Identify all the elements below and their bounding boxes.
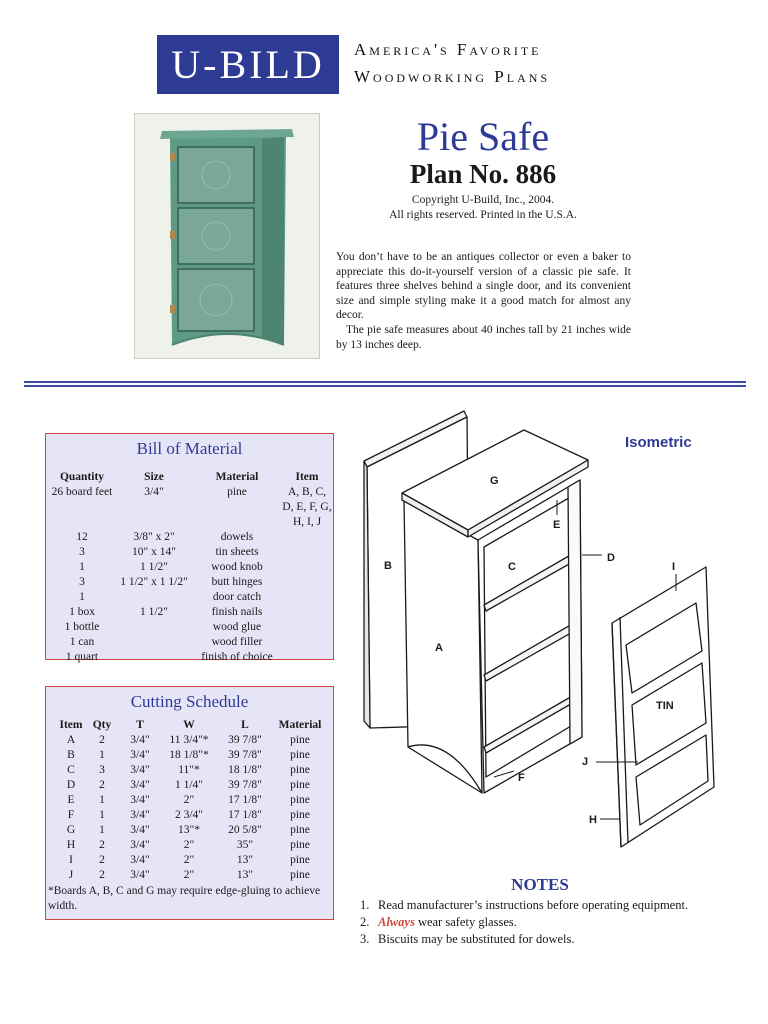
bill-of-material-title: Bill of Material <box>136 439 243 458</box>
table-cell: 3 <box>79 576 85 588</box>
isometric-title: Isometric <box>625 434 692 451</box>
table-row <box>49 530 333 545</box>
table-cell: pine <box>290 779 310 791</box>
table-cell <box>281 590 333 605</box>
bill-of-material-table <box>49 470 333 665</box>
table-header-row <box>56 718 326 733</box>
table-cell: pine <box>290 854 310 866</box>
logo-text: U-BILD <box>171 42 325 87</box>
copyright-line1: Copyright U-Build, Inc., 2004. <box>411 194 555 206</box>
table-row <box>49 560 333 575</box>
table-row <box>56 793 326 808</box>
column-header: Material <box>278 719 322 731</box>
table-cell: 3/4" <box>144 486 164 498</box>
bill-of-material-panel <box>45 433 334 663</box>
table-cell: H <box>66 839 76 851</box>
table-cell: I <box>69 854 73 866</box>
table-cell: 3/4" <box>130 794 150 806</box>
table-cell: 3/4" <box>130 779 150 791</box>
table-cell <box>281 560 333 575</box>
note-text: Read manufacturer’s instructions before operating equipment. <box>378 898 689 912</box>
table-cell: 11 3/4"* <box>169 734 209 746</box>
table-cell <box>115 590 193 605</box>
table-cell: pine <box>290 869 310 881</box>
table-cell: J <box>68 869 74 881</box>
table-cell <box>281 530 333 545</box>
table-cell: 13"* <box>178 824 200 836</box>
column-header: Quantity <box>59 471 105 483</box>
table-cell: 1 1/2" x 1 1/2" <box>120 576 188 588</box>
table-cell: 1 <box>99 749 105 761</box>
table-cell: 1 can <box>69 636 95 648</box>
table-cell: 13" <box>236 854 254 866</box>
table-cell: dowels <box>220 531 254 543</box>
table-cell: pine <box>290 749 310 761</box>
table-cell: 2 <box>99 854 105 866</box>
part-label-tin: TIN <box>656 700 674 712</box>
table-cell: butt hinges <box>211 576 263 588</box>
table-cell: 2 <box>99 734 105 746</box>
part-label-e: E <box>553 519 561 531</box>
table-cell: 17 1/8" <box>228 794 262 806</box>
table-row <box>56 733 326 748</box>
table-row <box>56 778 326 793</box>
table-cell: finish nails <box>211 606 263 618</box>
table-cell: A, B, C, D, E, F, G, H, I, J <box>282 486 332 528</box>
list-item <box>360 931 740 948</box>
table-cell: 3/4" <box>130 809 150 821</box>
table-cell: wood glue <box>212 621 262 633</box>
part-label-j: J <box>582 756 589 768</box>
table-cell: 39 7/8" <box>228 749 262 761</box>
part-label-g: G <box>490 475 499 487</box>
table-cell <box>281 605 333 620</box>
table-cell <box>281 545 333 560</box>
table-row <box>56 838 326 853</box>
table-cell: pine <box>290 794 310 806</box>
intro-paragraph-1: You don’t have to be an antiques collector or even a baker to appreciate this do-it-yourself version of a classic pie safe. It features three shelves behind a single door, and its convenient size and simple styling make it a good match for almost any decor. <box>336 251 631 322</box>
table-cell: 2" <box>183 869 195 881</box>
table-cell: 3/4" <box>130 764 150 776</box>
cutting-schedule-panel <box>45 686 334 920</box>
table-cell: 12 <box>76 531 88 543</box>
table-cell <box>281 635 333 650</box>
table-row <box>56 823 326 838</box>
table-cell: A <box>66 734 76 746</box>
column-header: Size <box>144 471 164 483</box>
column-header: Item <box>59 719 83 731</box>
table-cell: 3/4" <box>130 749 150 761</box>
part-label-i: I <box>672 561 676 573</box>
table-cell: tin sheets <box>215 546 259 558</box>
table-cell: 3/4" <box>130 824 150 836</box>
table-cell: pine <box>290 839 310 851</box>
table-cell: 10" x 14" <box>132 546 176 558</box>
note-number: 1. <box>360 898 370 912</box>
table-cell: 2" <box>183 839 195 851</box>
table-row <box>49 635 333 650</box>
note-number: 3. <box>360 932 370 946</box>
table-cell: 2 3/4" <box>174 809 203 821</box>
table-cell: wood knob <box>211 561 263 573</box>
table-cell: 18 1/8"* <box>169 749 209 761</box>
table-cell: 1 1/2" <box>139 606 168 618</box>
table-cell: 39 7/8" <box>228 779 262 791</box>
note-text: wear safety glasses. <box>414 915 517 929</box>
table-cell: pine <box>290 734 310 746</box>
table-cell <box>281 620 333 635</box>
table-cell: finish of choice <box>201 651 273 663</box>
table-cell: pine <box>227 486 247 498</box>
divider-rule <box>24 385 746 387</box>
part-label-b: B <box>384 560 392 572</box>
page-title: Pie Safe <box>416 114 550 159</box>
part-label-c: C <box>508 561 516 573</box>
table-row <box>56 808 326 823</box>
table-header-row <box>49 470 333 485</box>
column-header: Qty <box>92 719 112 731</box>
column-header: L <box>241 719 249 731</box>
table-cell: 1 <box>99 794 105 806</box>
table-row <box>49 485 333 530</box>
table-row <box>49 605 333 620</box>
list-item <box>360 914 740 931</box>
plan-number: Plan No. 886 <box>409 159 557 189</box>
table-cell <box>115 650 193 665</box>
copyright-line2: All rights reserved. Printed in the U.S.A. <box>389 209 577 221</box>
table-cell: 3/4" <box>130 839 150 851</box>
table-cell: 2" <box>183 854 195 866</box>
table-cell: wood filler <box>211 636 263 648</box>
note-number: 2. <box>360 915 370 929</box>
table-cell: 1 <box>99 824 105 836</box>
table-cell <box>281 575 333 590</box>
column-header: Item <box>295 471 319 483</box>
table-cell: pine <box>290 809 310 821</box>
table-cell: 26 board feet <box>51 486 113 498</box>
table-cell: 3/4" <box>130 734 150 746</box>
table-row <box>49 620 333 635</box>
table-cell: 1 1/4" <box>174 779 203 791</box>
table-cell: 18 1/8" <box>228 764 262 776</box>
table-cell: 2 <box>99 869 105 881</box>
table-cell: E <box>67 794 75 806</box>
tagline-line1: America's Favorite <box>354 40 542 59</box>
intro-text <box>336 250 631 352</box>
table-cell <box>281 650 333 665</box>
table-row <box>56 763 326 778</box>
table-cell: 39 7/8" <box>228 734 262 746</box>
cutting-footnote: *Boards A, B, C and G may require edge-gluing to achieve width. <box>48 885 321 912</box>
table-cell: C <box>67 764 75 776</box>
table-cell: 3 <box>99 764 105 776</box>
table-row <box>56 868 326 883</box>
table-row <box>49 545 333 560</box>
table-cell: 3/8" x 2" <box>133 531 175 543</box>
table-row <box>49 590 333 605</box>
notes-list <box>360 897 740 948</box>
table-cell: 2" <box>183 794 195 806</box>
table-cell: 1 quart <box>65 651 99 663</box>
table-cell: door catch <box>212 591 262 603</box>
table-cell: 2 <box>99 839 105 851</box>
table-cell: 20 5/8" <box>228 824 262 836</box>
table-cell: 1 <box>99 809 105 821</box>
table-cell: 3/4" <box>130 869 150 881</box>
table-cell: 11"* <box>178 764 200 776</box>
table-cell: 17 1/8" <box>228 809 262 821</box>
part-label-f: F <box>518 772 525 784</box>
table-cell <box>115 620 193 635</box>
pie-safe-photo <box>134 113 320 359</box>
table-cell: 35" <box>236 839 254 851</box>
table-row <box>49 650 333 665</box>
table-cell: 1 <box>79 591 85 603</box>
column-header: W <box>183 719 195 731</box>
table-cell: pine <box>290 764 310 776</box>
table-cell: 2 <box>99 779 105 791</box>
table-cell: 1 1/2" <box>139 561 168 573</box>
table-cell: 1 bottle <box>64 621 100 633</box>
part-label-d: D <box>607 552 615 564</box>
logo-badge <box>157 35 339 94</box>
table-cell <box>115 635 193 650</box>
table-cell: F <box>67 809 75 821</box>
table-cell: G <box>66 824 76 836</box>
table-cell: 13" <box>236 869 254 881</box>
part-label-a: A <box>435 642 443 654</box>
table-cell: B <box>67 749 75 761</box>
table-cell: 3/4" <box>130 854 150 866</box>
table-row <box>49 575 333 590</box>
part-label-h: H <box>589 814 597 826</box>
tagline-line2: Woodworking Plans <box>354 67 551 86</box>
note-emphasis: Always <box>378 915 415 929</box>
note-text: Biscuits may be substituted for dowels. <box>378 932 575 946</box>
table-cell: 3 <box>79 546 85 558</box>
table-cell: pine <box>290 824 310 836</box>
divider-rule <box>24 381 746 383</box>
column-header: Material <box>215 471 259 483</box>
isometric-diagram <box>356 405 730 855</box>
table-row <box>56 853 326 868</box>
column-header: T <box>136 719 144 731</box>
table-cell: 1 box <box>69 606 95 618</box>
notes-title: NOTES <box>511 875 569 894</box>
cutting-schedule-table <box>56 718 326 883</box>
table-cell: 1 <box>79 561 85 573</box>
intro-paragraph-2: The pie safe measures about 40 inches tall by 21 inches wide by 13 inches deep. <box>336 323 631 351</box>
cutting-schedule-title: Cutting Schedule <box>130 692 249 711</box>
list-item <box>360 897 740 914</box>
table-cell: D <box>66 779 76 791</box>
table-row <box>56 748 326 763</box>
